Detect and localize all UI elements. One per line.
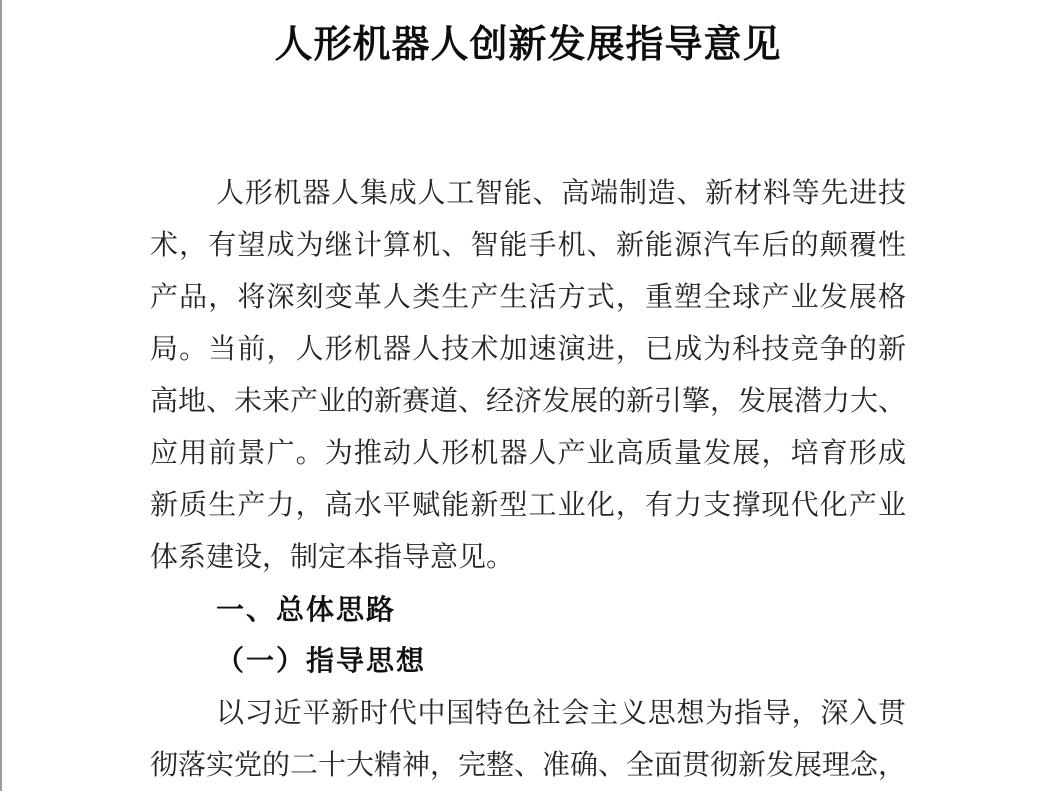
- text-line: 局。当前，人形机器人技术加速演进，已成为科技竞争的新: [150, 334, 906, 365]
- text-line: 人形机器人集成人工智能、高端制造、新材料等先进技: [216, 178, 906, 209]
- text-line: 以习近平新时代中国特色社会主义思想为指导，深入贯: [216, 698, 906, 729]
- text-line: 新质生产力，高水平赋能新型工业化，有力支撑现代化产业: [150, 490, 906, 521]
- text-line: 高地、未来产业的新赛道、经济发展的新引擎，发展潜力大、: [150, 386, 906, 417]
- text-line: 产品，将深刻变革人类生产生活方式，重塑全球产业发展格: [150, 282, 906, 313]
- sub-section-heading: （一）指导思想: [216, 646, 427, 677]
- document-content: [150, 0, 906, 792]
- text-line: 术，有望成为继计算机、智能手机、新能源汽车后的颠覆性: [150, 230, 906, 261]
- section-heading: 一、总体思路: [216, 594, 397, 625]
- text-line: 应用前景广。为推动人形机器人产业高质量发展，培育形成: [150, 438, 906, 469]
- document-body: [150, 168, 906, 792]
- text-line: 体系建设，制定本指导意见。: [150, 542, 515, 573]
- text-line: 彻落实党的二十大精神，完整、准确、全面贯彻新发展理念，: [150, 750, 906, 781]
- document-title: 人形机器人创新发展指导意见: [274, 24, 782, 66]
- page-left-border: [0, 0, 2, 791]
